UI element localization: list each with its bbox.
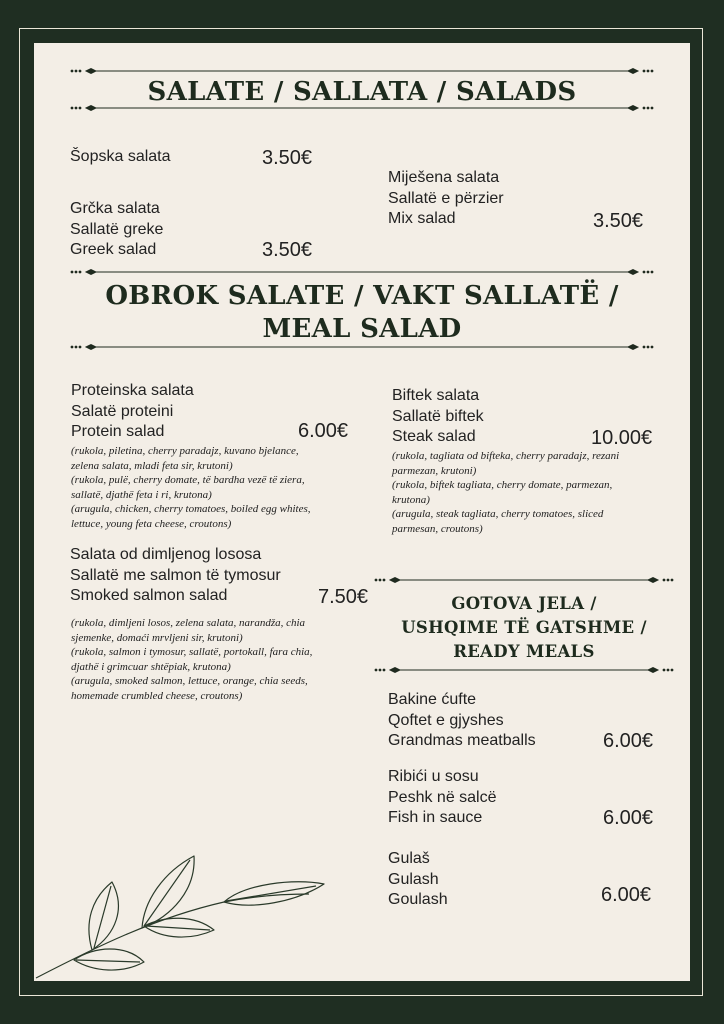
item-name: Protein salad [71,423,165,441]
ready-meals-title-line3: READY MEALS [453,642,595,661]
menu-item-sopska [70,147,171,168]
menu-item-fish-in-sauce [388,767,497,829]
item-name: Steak salad [392,428,476,446]
item-name: Grandmas meatballs [388,732,536,750]
menu-item-greek [70,199,163,261]
item-name: Gulaš [388,850,430,867]
divider-rule [70,342,654,352]
item-name: Sallatë greke [70,220,164,238]
item-name: Miješena salata [388,169,500,186]
item-name: Biftek salata [392,387,480,404]
divider-rule [374,665,674,675]
item-price: 10.00€ [591,427,653,449]
ready-meals-title-line2: USHQIME TË GATSHME / [401,618,647,637]
item-name: Bakine ćufte [388,691,477,708]
item-name: Salatë proteini [71,402,174,420]
item-price: 6.00€ [603,807,654,829]
item-name: Smoked salmon salad [70,587,228,605]
item-description: (rukola, piletina, cherry paradajz, kuvano bjelance, zelena salata, mladi feta sir, krutoni) (rukola, pulë, cherry domate, të bardha vezë të ziera, sallatë, djathë feta i ri, krutona) (arugula, chicken, cherry tomatoes, boiled egg whites, lettuce, young feta cheese, croutons) [71,445,311,530]
item-name: Grčka salata [70,200,160,217]
item-description: (rukola, dimljeni losos, zelena salata, narandža, chia sjemenke, domaći mrvljeni sir, krutoni) (rukola, salmon i tymosur, sallatë, portokall, fara chia, djathë i grimcuar shtëpiak, krutona) (arugula, smoked salmon, lettuce, orange, chia seeds, homemade crumbled cheese, croutons) [71,617,313,702]
menu-item-smoked-salmon-salad [70,545,281,607]
menu-item-steak-salad [392,386,484,448]
menu-item-mix [388,168,504,230]
menu-item-meatballs [388,690,536,752]
divider-rule [374,575,674,585]
item-name: Fish in sauce [388,809,483,827]
meal-salads-title-line2: MEAL SALAD [262,314,462,344]
item-name: Sallatë biftek [392,407,484,425]
divider-rule [70,267,654,277]
item-name: Mix salad [388,210,456,228]
meal-salads-title-line1: OBROK SALATE / VAKT SALLATË / [105,281,619,311]
item-price: 7.50€ [318,586,369,608]
item-name: Peshk në salcë [388,788,497,806]
item-name: Goulash [388,891,448,909]
ready-meals-title-line1: GOTOVA JELA / [451,594,597,613]
item-name: Qoftet e gjyshes [388,711,504,729]
salads-title: SALATE / SALLATA / SALADS [147,77,577,107]
item-name: Sallatë e përzier [388,189,504,207]
item-price: 6.00€ [298,420,349,442]
item-description: (rukola, tagliata od bifteka, cherry paradajz, rezani parmezan, krutoni) (rukola, biftek tagliata, cherry domate, parmezan, krutona) (arugula, steak tagliata, cherry tomatoes, sliced parmesan, croutons) [392,450,620,535]
item-name: Šopska salata [70,148,171,165]
item-price: 3.50€ [593,210,644,232]
item-price: 3.50€ [262,239,313,261]
item-price: 3.50€ [262,147,313,169]
item-name: Salata od dimljenog lososa [70,546,262,563]
item-price: 6.00€ [601,884,652,906]
item-name: Gulash [388,870,439,888]
leaf-branch-icon [34,850,334,985]
divider-rule [70,103,654,113]
item-name: Proteinska salata [71,382,194,399]
menu-item-goulash [388,849,448,911]
item-name: Sallatë me salmon të tymosur [70,566,281,584]
item-price: 6.00€ [603,730,654,752]
item-name: Greek salad [70,241,157,259]
item-name: Ribići u sosu [388,768,479,785]
menu-item-protein-salad [71,381,194,443]
